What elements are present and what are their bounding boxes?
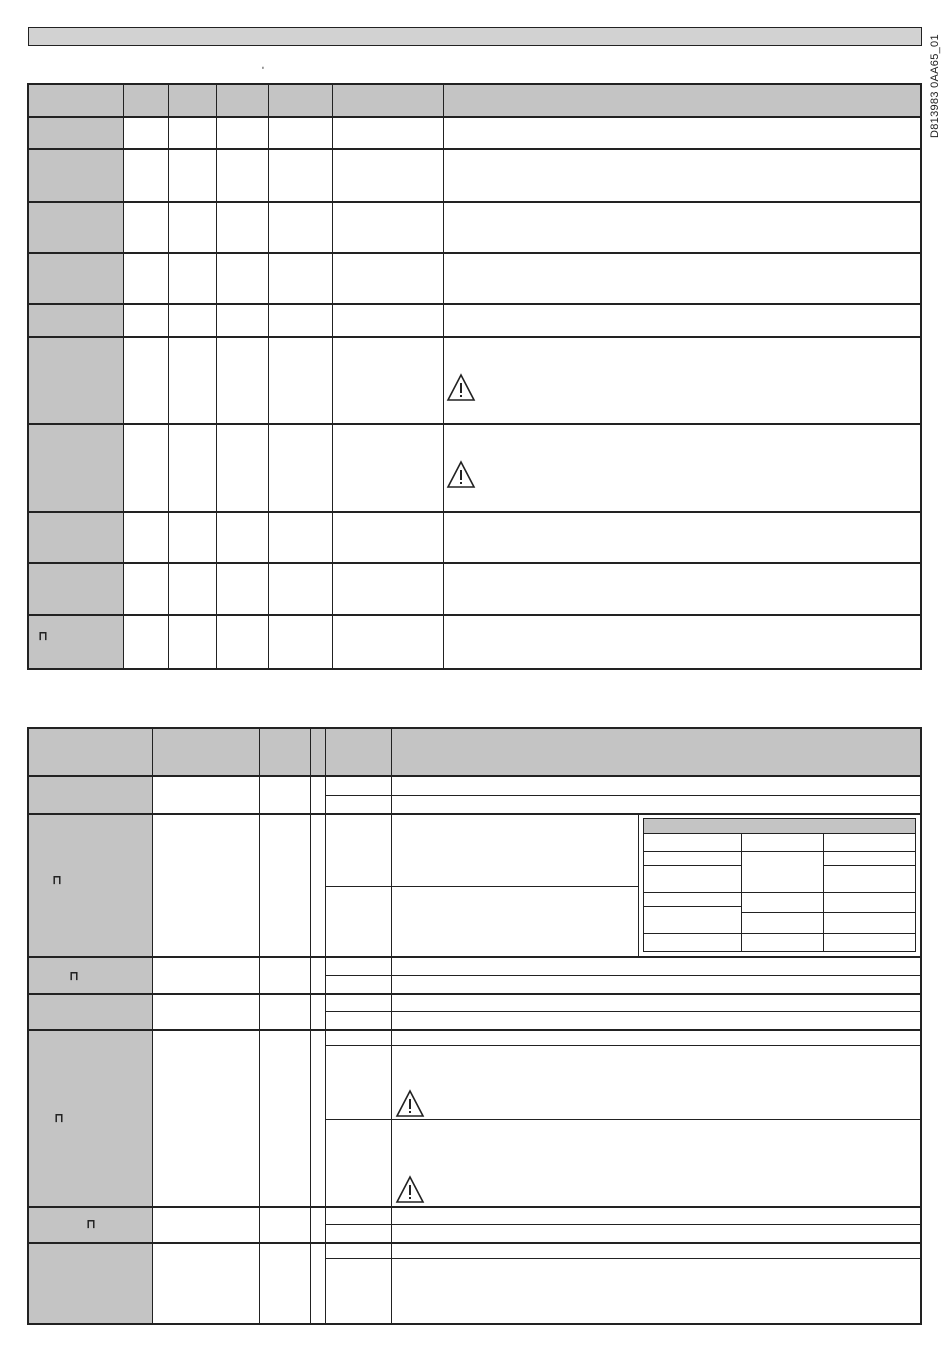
warning-triangle-icon [395,1089,425,1119]
header-mark: ʹ [262,66,264,77]
legend-table [643,818,916,952]
table1-first-column [29,117,123,668]
row-marker: ⊓ [55,1111,63,1126]
title-bar [28,27,922,46]
warning-triangle-icon [446,373,476,403]
parameters-table-1 [27,83,922,670]
legend-header [643,818,916,834]
row-marker: ⊓ [39,629,47,644]
row-marker: ⊓ [53,873,61,888]
warning-triangle-icon [446,460,476,490]
warning-triangle-icon [395,1175,425,1205]
parameters-table-2 [27,727,922,1325]
row-marker: ⊓ [87,1217,95,1232]
row-marker: ⊓ [70,969,78,984]
table2-first-column [29,776,152,1323]
document-code: D813983 0AA65_01 [929,34,941,138]
table1-header [29,85,920,117]
table2-header [29,729,920,776]
